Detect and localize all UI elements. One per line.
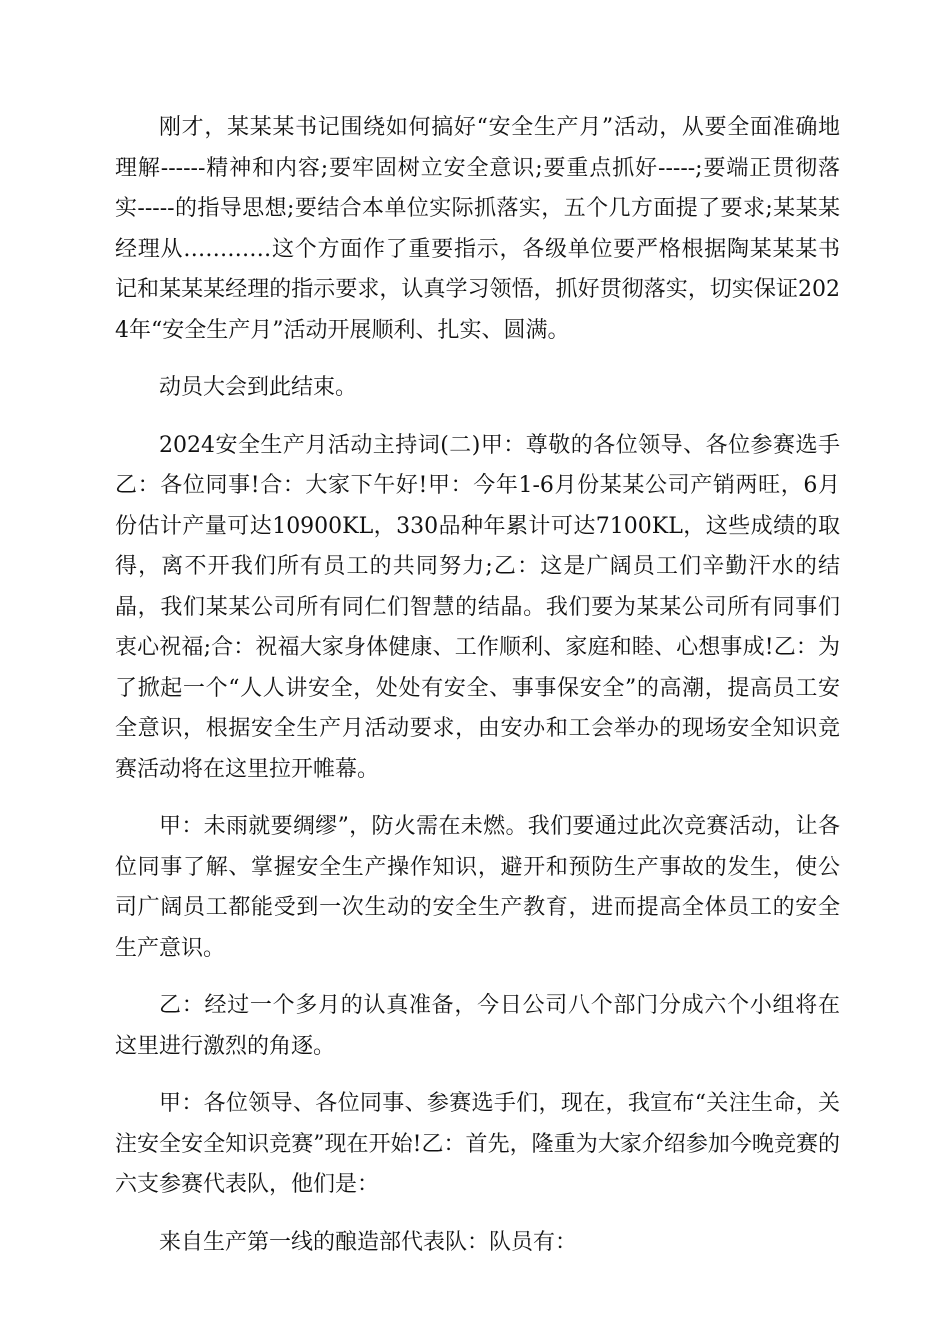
document-body xyxy=(115,108,840,1280)
paragraph-host-announcement: 甲：各位领导、各位同事、参赛选手们，现在，我宣布“关注生命，关注安全安全知识竞赛”现在开始!乙：首先，隆重为大家介绍参加今晚竞赛的六支参赛代表队，他们是： xyxy=(115,1091,840,1197)
paragraph-host-jia-purpose: 甲：未雨就要绸缪”，防火需在未燃。我们要通过此次竞赛活动，让各位同事了解、掌握安全生产操作知识，避开和预防生产事故的发生，使公司广阔员工都能受到一次生动的安全生产教育，进而提高全体员工的安全生产意识。 xyxy=(115,814,840,961)
paragraph-leadership-remarks: 刚才，某某某书记围绕如何搞好“安全生产月”活动，从要全面准确地理解------精神和内容;要牢固树立安全意识;要重点抓好-----;要端正贯彻落实-----的指导思想;要结合本单位实际抓落实，五个几方面提了要求;某某某经理从…………这个方面作了重要指示，各级单位要严格根据陶某某某书记和某某某经理的指示要求，认真学习领悟，抓好贯彻落实，切实保证2024年“安全生产月”活动开展顺利、扎实、圆满。 xyxy=(115,115,840,343)
paragraph-host-script-opening: 2024安全生产月活动主持词(二)甲：尊敬的各位领导、各位参赛选手乙：各位同事!合：大家下午好!甲：今年1-6月份某某公司产销两旺，6月份估计产量可达10900KL，330品种年累计可达7100KL，这些成绩的取得，离不开我们所有员工的共同努力;乙：这是广阔员工们辛勤汗水的结晶，我们某某公司所有同仁们智慧的结晶。我们要为某某公司所有同事们衷心祝福;合：祝福大家身体健康、工作顺利、家庭和睦、心想事成!乙：为了掀起一个“人人讲安全，处处有安全、事事保安全”的高潮，提高员工安全意识，根据安全生产月活动要求，由安办和工会举办的现场安全知识竞赛活动将在这里拉开帷幕。 xyxy=(115,432,840,782)
paragraph-host-yi-preparation: 乙：经过一个多月的认真准备，今日公司八个部门分成六个小组将在这里进行激烈的角逐。 xyxy=(115,993,840,1059)
paragraph-meeting-end: 动员大会到此结束。 xyxy=(159,375,358,400)
paragraph-team-intro: 来自生产第一线的酿造部代表队：队员有： xyxy=(159,1229,578,1255)
